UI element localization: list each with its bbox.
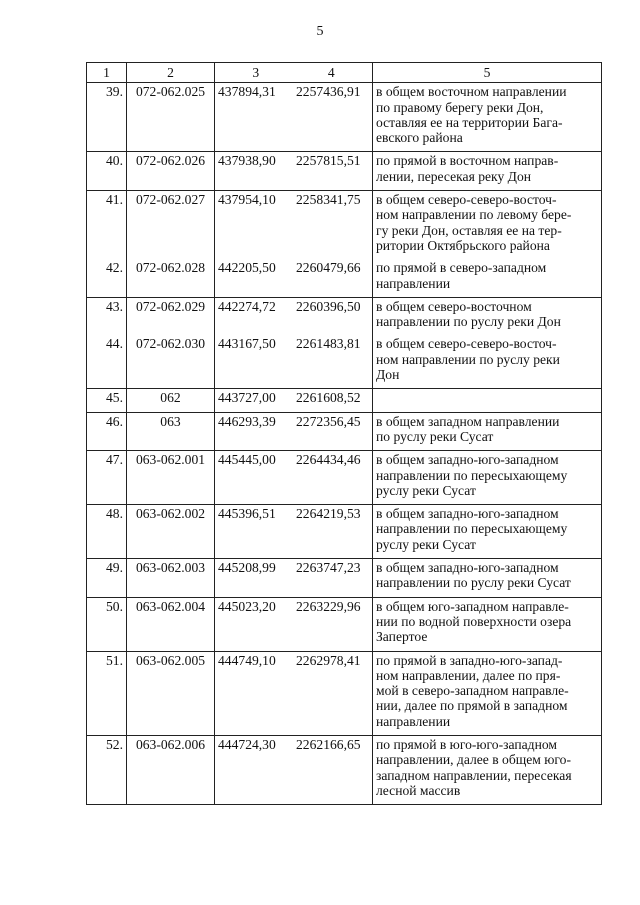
row-number: 48. (87, 505, 127, 559)
boundary-description (373, 412, 602, 451)
header-col-5: 5 (373, 63, 602, 83)
description-line: в общем западно-юго-западном (376, 452, 559, 468)
point-code: 063-062.003 (127, 559, 215, 598)
boundary-description (373, 559, 602, 598)
description-line: Дон (376, 367, 400, 383)
description-line: направлении по руслу реки Дон (376, 314, 561, 330)
coordinate-x: 445396,51 (218, 506, 276, 522)
coordinate-y: 2257436,91 (296, 84, 361, 100)
row-number: 44. (87, 335, 127, 388)
boundary-description (373, 152, 602, 191)
description-line: по руслу реки Сусат (376, 428, 494, 444)
boundary-description (373, 451, 602, 505)
description-line: ном направлении по левому бере- (376, 207, 572, 223)
boundary-description (373, 83, 602, 152)
point-code: 072-062.025 (127, 83, 215, 152)
description-line: ном направлении, далее по пря- (376, 667, 561, 683)
coordinates-cell (215, 389, 373, 412)
description-line: руслу реки Сусат (376, 482, 476, 498)
description-line: ном направлении по руслу реки (376, 351, 560, 367)
coordinate-y: 2262978,41 (296, 652, 361, 668)
coordinate-y: 2263747,23 (296, 560, 361, 576)
table-row (87, 597, 602, 651)
table-row (87, 735, 602, 804)
coordinate-y: 2261608,52 (296, 390, 361, 406)
coordinate-y: 2272356,45 (296, 413, 361, 429)
description-line: в общем северо-восточном (376, 298, 532, 314)
point-code: 063-062.006 (127, 735, 215, 804)
boundary-description (373, 597, 602, 651)
coordinate-x: 437954,10 (218, 192, 276, 208)
coordinate-y: 2262166,65 (296, 736, 361, 752)
table-row (87, 191, 602, 260)
boundary-description (373, 651, 602, 735)
description-line: Запертое (376, 629, 428, 645)
point-code: 063 (127, 412, 215, 451)
boundary-description (373, 335, 602, 388)
table-row (87, 559, 602, 598)
coordinate-x: 444749,10 (218, 652, 276, 668)
description-line: в общем северо-северо-восточ- (376, 192, 557, 208)
description-line: в общем юго-западном направле- (376, 598, 569, 614)
coordinate-x: 444724,30 (218, 736, 276, 752)
boundary-points-table (86, 62, 602, 805)
coordinate-x: 446293,39 (218, 413, 276, 429)
table-row (87, 651, 602, 735)
table-row (87, 152, 602, 191)
description-line: оставляя ее на территории Бага- (376, 114, 563, 130)
header-col-3-4 (215, 63, 373, 83)
description-line: в общем северо-северо-восточ- (376, 336, 557, 352)
coordinates-cell (215, 83, 373, 152)
boundary-description (373, 735, 602, 804)
description-line: в общем западно-юго-западном (376, 560, 559, 576)
row-number: 40. (87, 152, 127, 191)
coordinate-y: 2264219,53 (296, 506, 361, 522)
description-line: направлении по руслу реки Сусат (376, 575, 571, 591)
row-number: 41. (87, 191, 127, 260)
description-line: гу реки Дон, оставляя ее на тер- (376, 222, 562, 238)
row-number: 45. (87, 389, 127, 412)
description-line: мой в северо-западном направле- (376, 683, 569, 699)
description-line: в общем восточном направлении (376, 84, 567, 100)
coordinate-x: 443727,00 (218, 390, 276, 406)
description-line: в общем западно-юго-западном (376, 506, 559, 522)
coordinate-x: 445023,20 (218, 598, 276, 614)
table-row (87, 389, 602, 412)
header-col-2: 2 (127, 63, 215, 83)
point-code: 063-062.002 (127, 505, 215, 559)
coordinate-y: 2260396,50 (296, 298, 361, 314)
coordinate-x: 437938,90 (218, 153, 276, 169)
point-code: 072-062.028 (127, 259, 215, 297)
description-line: нии, далее по прямой в западном (376, 698, 568, 714)
point-code: 063-062.004 (127, 597, 215, 651)
coordinate-y: 2264434,46 (296, 452, 361, 468)
coordinates-cell (215, 651, 373, 735)
row-number: 47. (87, 451, 127, 505)
coordinates-cell (215, 259, 373, 297)
boundary-description (373, 297, 602, 335)
coordinate-y: 2258341,75 (296, 192, 361, 208)
coordinate-x: 445445,00 (218, 452, 276, 468)
description-line: по прямой в восточном направ- (376, 153, 559, 169)
coordinates-cell (215, 735, 373, 804)
coordinates-cell (215, 451, 373, 505)
boundary-description (373, 191, 602, 260)
page-number: 5 (316, 24, 324, 39)
coordinates-cell (215, 597, 373, 651)
header-col-3: 3 (252, 65, 260, 80)
coordinates-cell (215, 335, 373, 388)
coordinates-cell (215, 505, 373, 559)
header-col-1: 1 (87, 63, 127, 83)
description-line: по прямой в юго-юго-западном (376, 736, 557, 752)
description-line: лении, пересекая реку Дон (376, 168, 532, 184)
table-row (87, 505, 602, 559)
boundary-description (373, 259, 602, 297)
description-line: направлении по пересыхающему (376, 521, 568, 537)
description-line: по прямой в западно-юго-запад- (376, 652, 563, 668)
description-line: по правому берегу реки Дон, (376, 99, 544, 115)
row-number: 42. (87, 259, 127, 297)
table-row (87, 297, 602, 335)
coordinate-y: 2263229,96 (296, 598, 361, 614)
description-line: западном направлении, пересекая (376, 767, 572, 783)
description-line: направлении по пересыхающему (376, 467, 568, 483)
row-number: 50. (87, 597, 127, 651)
row-number: 51. (87, 651, 127, 735)
point-code: 072-062.030 (127, 335, 215, 388)
row-number: 43. (87, 297, 127, 335)
coordinates-cell (215, 191, 373, 260)
coordinate-x: 445208,99 (218, 560, 276, 576)
row-number: 52. (87, 735, 127, 804)
header-col-4: 4 (327, 65, 335, 80)
coordinates-cell (215, 412, 373, 451)
description-line: направлении (376, 275, 451, 291)
description-line: нии по водной поверхности озера (376, 613, 572, 629)
description-line: руслу реки Сусат (376, 536, 476, 552)
description-line: направлении, далее в общем юго- (376, 752, 571, 768)
point-code: 072-062.026 (127, 152, 215, 191)
point-code: 063-062.005 (127, 651, 215, 735)
table-row (87, 83, 602, 152)
coordinate-y: 2260479,66 (296, 260, 361, 276)
point-code: 072-062.029 (127, 297, 215, 335)
coordinates-cell (215, 152, 373, 191)
description-line: по прямой в северо-западном (376, 260, 547, 276)
table-row (87, 451, 602, 505)
description-line: евского района (376, 130, 463, 146)
point-code: 072-062.027 (127, 191, 215, 260)
table-row (87, 335, 602, 388)
coordinate-x: 437894,31 (218, 84, 276, 100)
coordinate-x: 442205,50 (218, 260, 276, 276)
table-row (87, 259, 602, 297)
row-number: 49. (87, 559, 127, 598)
table-body (87, 83, 602, 805)
boundary-description (373, 505, 602, 559)
table-row (87, 412, 602, 451)
point-code: 063-062.001 (127, 451, 215, 505)
coordinates-cell (215, 297, 373, 335)
point-code: 062 (127, 389, 215, 412)
coordinate-y: 2261483,81 (296, 336, 361, 352)
coordinate-y: 2257815,51 (296, 153, 361, 169)
row-number: 46. (87, 412, 127, 451)
table-header-row (87, 63, 602, 83)
description-line: ритории Октябрьского района (376, 237, 550, 253)
description-line: в общем западном направлении (376, 413, 560, 429)
description-line: направлении (376, 713, 451, 729)
coordinate-x: 442274,72 (218, 298, 276, 314)
boundary-description (373, 389, 602, 412)
coordinates-cell (215, 559, 373, 598)
row-number: 39. (87, 83, 127, 152)
coordinate-x: 443167,50 (218, 336, 276, 352)
description-line: лесной массив (376, 782, 461, 798)
